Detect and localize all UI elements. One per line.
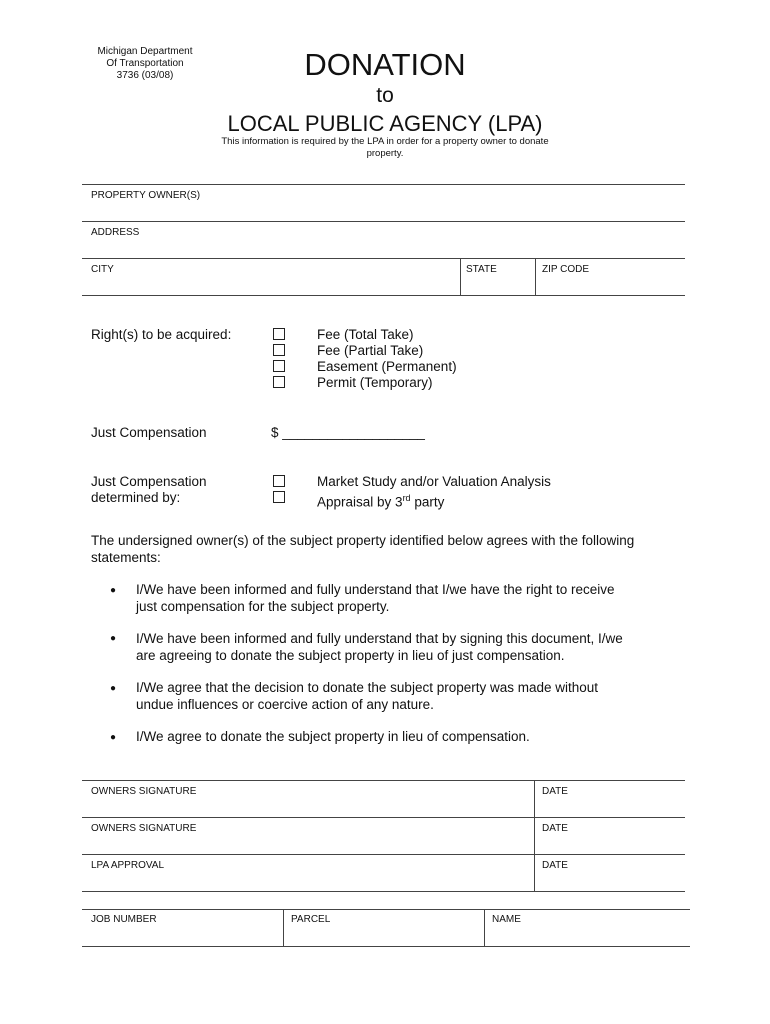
compensation-label: Just Compensation <box>91 425 207 440</box>
statement-bullet-1: I/We have been informed and fully understand that I/we have the right to receive just compensation for the subject property. <box>136 582 615 614</box>
job-number-field[interactable]: JOB NUMBER <box>91 914 157 925</box>
statement-bullet-4: I/We agree to donate the subject property in lieu of compensation. <box>136 729 530 744</box>
easement-checkbox[interactable] <box>273 360 285 372</box>
rights-label: Right(s) to be acquired: <box>91 327 232 342</box>
date-field[interactable]: DATE <box>542 786 568 797</box>
determined-label-line2: determined by: <box>91 490 181 505</box>
option-fee-partial: Fee (Partial Take) <box>317 343 424 358</box>
divider <box>82 854 685 855</box>
option-permit: Permit (Temporary) <box>317 375 433 390</box>
name-field[interactable]: NAME <box>492 914 521 925</box>
determined-label-line1: Just Compensation <box>91 474 207 489</box>
divider <box>82 817 685 818</box>
property-owners-field[interactable]: PROPERTY OWNER(S) <box>91 190 201 201</box>
divider <box>82 909 690 910</box>
state-field[interactable]: STATE <box>466 264 497 275</box>
divider <box>82 258 685 259</box>
divider <box>82 780 685 781</box>
form-number: 3736 (03/08) <box>116 70 174 81</box>
appraisal-text: Appraisal by 3 <box>317 494 403 510</box>
option-market-study: Market Study and/or Valuation Analysis <box>317 474 551 489</box>
lpa-approval-field[interactable]: LPA APPROVAL <box>91 860 165 871</box>
fee-partial-checkbox[interactable] <box>273 344 285 356</box>
statement-bullet-3: I/We agree that the decision to donate the subject property was made without undue influences or coercive action of any nature. <box>136 680 599 712</box>
divider <box>460 258 461 296</box>
zip-code-field[interactable]: ZIP CODE <box>542 264 590 275</box>
divider <box>82 295 685 296</box>
address-field[interactable]: ADDRESS <box>91 227 140 238</box>
divider <box>484 909 485 946</box>
divider <box>82 184 685 185</box>
appraisal-text-end: party <box>410 494 445 510</box>
divider <box>535 258 536 296</box>
date-field[interactable]: DATE <box>542 860 568 871</box>
divider <box>283 909 284 946</box>
owner-signature-field[interactable]: OWNERS SIGNATURE <box>91 786 197 797</box>
divider <box>82 946 690 947</box>
ordinal-suffix: rd <box>402 493 411 503</box>
city-field[interactable]: CITY <box>91 264 114 275</box>
market-study-checkbox[interactable] <box>273 475 285 487</box>
dept-name-line1: Michigan Department <box>97 46 193 57</box>
bullet-icon: ● <box>110 585 117 596</box>
subtitle: This information is required by the LPA in order for a property owner to donate property. <box>221 136 549 159</box>
statement-bullet-2: I/We have been informed and fully understand that by signing this document, I/we are agreeing to donate the subject property in lieu of just compensation. <box>136 631 623 663</box>
title-donation: DONATION <box>304 47 466 82</box>
bullet-icon: ● <box>110 683 117 694</box>
owner-signature-field[interactable]: OWNERS SIGNATURE <box>91 823 197 834</box>
parcel-field[interactable]: PARCEL <box>291 914 331 925</box>
bullet-icon: ● <box>110 732 117 743</box>
option-easement: Easement (Permanent) <box>317 359 457 374</box>
permit-checkbox[interactable] <box>273 376 285 388</box>
title-to: to <box>376 84 394 107</box>
date-field[interactable]: DATE <box>542 823 568 834</box>
bullet-icon: ● <box>110 633 117 644</box>
statement-intro: The undersigned owner(s) of the subject property identified below agrees with the following statements: <box>91 533 635 565</box>
divider <box>534 780 535 891</box>
appraisal-checkbox[interactable] <box>273 491 285 503</box>
dept-name-line2: Of Transportation <box>106 58 184 69</box>
divider <box>82 221 685 222</box>
compensation-amount-field[interactable]: $ ___________________ <box>271 425 425 440</box>
option-appraisal <box>317 490 444 511</box>
title-agency: LOCAL PUBLIC AGENCY (LPA) <box>227 111 543 136</box>
divider <box>82 891 685 892</box>
fee-total-checkbox[interactable] <box>273 328 285 340</box>
option-fee-total: Fee (Total Take) <box>317 327 414 342</box>
